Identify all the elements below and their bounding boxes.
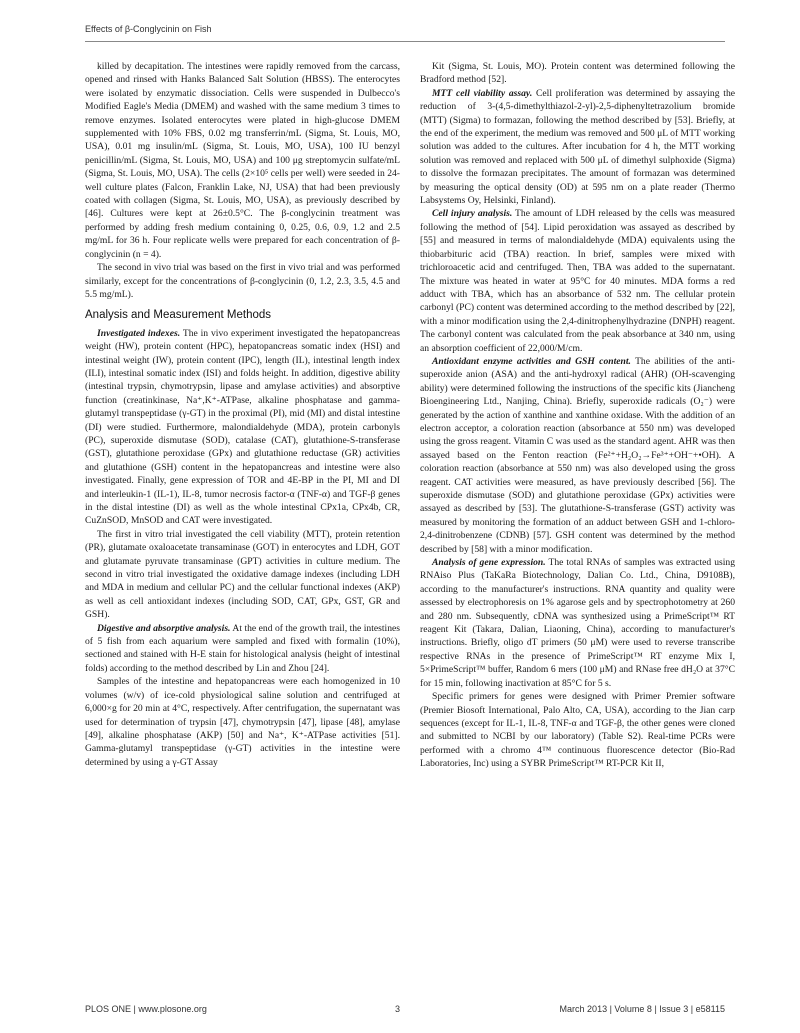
header-rule — [85, 41, 725, 42]
paragraph-cell-injury — [420, 207, 735, 354]
running-head: Effects of β-Conglycinin on Fish — [85, 24, 212, 34]
subheading-cell-injury: Cell injury analysis. — [432, 208, 513, 220]
subheading-gene-expression: Analysis of gene expression. — [432, 557, 546, 569]
footer-issue: March 2013 | Volume 8 | Issue 3 | e58115 — [559, 1004, 725, 1014]
paragraph-second-trial: The second in vivo trial was based on the first in vivo trial and was performed similarly, except for the concentrations of β-conglycinin (0, 1.2, 2.3, 3.5, 4.5 and 5.5 mg/mL). — [85, 262, 400, 300]
paragraph-text: The amount of LDH released by the cells was measured following the method of [54]. Lipid peroxidation was assayed as described by [55] and measured in terms of malondialdehyde (MDA) equivalents using the thiobarbituric acid (TBA) reaction. In brief, samples were mixed with trichloroacetic acid and centrifuged. Then, TBA was added to the supernatant. The mixture was heated in water at 95°C for 40 minutes. MDA forms a red adduct with TBA, which has an absorbance of 532 nm. The cellular protein carbonyl (PC) content was determined according to the method described by [22], with a minor modification using the 2,4-dinitrophenylhydrazine (DNPH) reagent. The carbonyl content was calculated from the peak absorbance at 340 nm, using an absorption coefficient of 22,000/M/cm. — [420, 208, 735, 354]
paragraph-investigated-indexes — [85, 327, 400, 528]
paragraph-samples: Samples of the intestine and hepatopancreas were each homogenized in 10 volumes (w/v) of ice-cold physiological saline solution and centrifuged at 6,000×g for 20 min at 4°C, respectively. After centrifugation, the supernatant was used for determination of trypsin [47], chymotrypsin [47], lipase [48], amylase [49], alkaline phosphatase (AKP) [50] and Na⁺, K⁺-ATPase activities [51]. Gamma-glutamyl transpeptidase (γ-GT) activities in the intestine were determined by using a γ-GT Assay — [85, 676, 400, 768]
paragraph-primers: Specific primers for genes were designed with Primer Premier software (Premier Biosoft International, Palo Alto, CA, USA), according to the Jian carp sequences (except for IL-1, IL-8, TNF-α and TGF-β, the other genes were cloned and submitted to NCBI by our laboratory) (Table S2). Real-time PCRs were performed with a chromo 4™ continuous fluorescence detector (Bio-Rad Laboratories, Inc) using a SYBR PrimeScript™ RT-PCR Kit II, — [420, 691, 735, 770]
paragraph-protein-content: Kit (Sigma, St. Louis, MO). Protein content was determined following the Bradford method [52]. — [420, 61, 735, 86]
paragraph-text: At the end of the growth trail, the intestines of 5 fish from each aquarium were sampled and fixed with formalin (10%), sectioned and stained with H-E stain for histological analysis (height of intestinal folds) according to the method described by Lin and Zhou [24]. — [85, 622, 400, 674]
paragraph-mtt-assay — [420, 87, 735, 208]
paragraph-digestive-analysis — [85, 622, 400, 676]
subheading-antioxidant: Antioxidant enzyme activities and GSH content. — [432, 355, 631, 367]
paragraph-cell-isolation: killed by decapitation. The intestines were rapidly removed from the carcass, opened and rinsed with Hanks Balanced Salt Solution (HBSS). The enterocytes were isolated by enzymatic dissociation. Cells were suspended in Dulbecco's Modified Eagle's Media (DMEM) and washed with the same medium 3 times to remove enzymes. Isolated enterocytes were plated in high-glucose DMEM supplemented with 10% FBS, 0.02 mg transferrin/mL (Sigma, St. Louis, MO, USA), 0.01 mg insulin/mL (Sigma, St. Louis, MO, USA), 100 IU benzyl penicillin/mL (Sigma, St. Louis, MO, USA) and 100 μg streptomycin sulfate/mL (Sigma, St. Louis, MO, USA). The cells (2×10⁵ cells per well) were seeded in 24-well culture plates (Falcon, Franklin Lake, NJ, USA) that had been previously coated with collagen (Sigma, St. Louis, MO, USA), as previously described by [46]. Cultures were kept at 26±0.5°C. The β-conglycinin treatment was performed by adding fresh medium containing 0, 0.25, 0.6, 0.9, 1.2 and 2.5 mg/mL for 36 h. Four replicate wells were prepared for each concentration of β-conglycinin (n = 4). — [85, 61, 400, 260]
subheading-mtt-assay: MTT cell viability assay. — [432, 87, 533, 99]
paragraph-text: The abilities of the anti-superoxide anion (ASA) and the anti-hydroxyl radical (AHR) (OH-scavenging ability) were determined following the instructions of the specific kits (Jiancheng Bioengineering Ltd., Nanjing, China). Briefly, superoxide radicals (O₂⁻) were generated by the action of xanthine and xanthine oxidase. With the addition of an electron acceptor, a coloration reaction (absorbance at 550 nm) was developed using the gross reagent. Vitamin C was used as the standard agent. AHR was then assayed based on the Fenton reaction (Fe²⁺+H₂O₂→Fe³⁺+OH⁻+•OH). A coloration reaction (absorbance at 550 nm) was also developed using the gross reagent. CAT activities were measured, as have previously described [56]. The superoxide dismutase (SOD) and glutathione peroxidase (GPx) activities were assayed as described by [53]. The glutathione-S-transferase (GST) activity was measured by monitoring the formation of an adduct between GSH and 1-chloro-2,4-dinitrobenzene (CDNB) [57]. GSH content was determined by the method described by [58] with a minor modification. — [420, 355, 735, 555]
footer-journal: PLOS ONE | www.plosone.org — [85, 1004, 207, 1014]
paragraph-in-vitro-trial: The first in vitro trial investigated the cell viability (MTT), protein retention (PR), glutamate oxaloacetate transaminase (GOT) in enterocytes and LDH, GOT and glutamate pyruvate transaminase (GPT) activities in culture medium. The second in vitro trial investigated the oxidative damage indexes (including LDH and MDA in medium and cellular PC) and the cellular functional indexes (AKP) as well as cell antioxidant indexes (including SOD, CAT, GPx, GST, GR and GSH). — [85, 528, 400, 621]
paragraph-text: The total RNAs of samples was extracted using RNAiso Plus (TaKaRa Biotechnology, Dalian Co. Ltd., China, D9108B), according to the manufacturer's instructions. RNA quantity and quality were assessed by electrophoresis on 1% agarose gels and by spectrophotometry at 260 and 280 nm. Subsequently, cDNA was synthesized using a PrimeScript™ RT reagent Kit (Takara, Dalian, Liaoning, China), according to manufacturer's instructions. Briefly, oligo dT primers (50 μM) were used to reverse transcribe respective RNAs in the presence of PrimeScript™ RT enzyme Mix I, 5×PrimeScript™ buffer, Random 6 mers (100 μM) and RNase free dH₂O at 37°C for 15 min, following inactivation at 85°C for 5 s. — [420, 557, 735, 689]
paragraph-text: The in vivo experiment investigated the hepatopancreas weight (HW), protein content (HPC), hepatopancreas somatic index (HSI) and intestinal weight (IW), protein content (IPC), length (IL), intestinal length index (ILI), intestinal somatic index (ISI) and folds height. In addition, digestive ability (intestinal trypsin, chymotrypsin, lipase and amylase activities) and absorptive function (creatinkinase, Na⁺,K⁺-ATPase, alkaline phosphatase and gamma-glutamyl transpeptidase (γ-GT) in the proximal (PI), mid (MI) and distal intestine (DI) were studied. Furthermore, malondialdehyde (MDA), protein carbonyls (PC), superoxide dismutase (SOD), catalase (CAT), glutathione-S-transferase (GST), glutathione peroxidase (GPx) and glutathione reductase (GR) activities and glutathione (GSH) content in the hepatopancreas and intestine were also investigated. Finally, gene expression of TOR and 4E-BP in the PI, MI and DI and interleukin-1 (IL-1), IL-8, tumor necrosis factor-α (TNF-α) and TGF-β genes in the distal intestine (DI) as well as the whole intestinal CPx1a, CPx4b, CR, CuZnSOD, MnSOD and CAT were investigated. — [85, 327, 400, 527]
right-column — [420, 60, 735, 771]
left-column — [85, 60, 400, 769]
paragraph-text: Cell proliferation was determined by assaying the reduction of 3-(4,5-dimethylthiazol-2-yl)-2,5-diphenyltetrazolium bromide (MTT) (Sigma) to formazan, following the method described by [53]. Briefly, at the end of the experiment, the medium was removed and 500 μL of MTT working solution was added to the cultures. After incubation for 4 h, the MTT working solution was removed and replaced with 500 μL of dimethyl sulphoxide (Sigma) to dissolve the formazan precipitates. The amount of formazan was determined by measuring the optical density (OD) at 595 nm on a plate reader (Thermo Labsystems Oy, Helsinki, Finland). — [420, 87, 735, 207]
footer-page-number: 3 — [395, 1004, 401, 1014]
subheading-digestive-analysis: Digestive and absorptive analysis. — [97, 622, 231, 634]
subheading-investigated-indexes: Investigated indexes. — [97, 327, 181, 339]
paragraph-antioxidant — [420, 355, 735, 556]
section-heading-analysis: Analysis and Measurement Methods — [85, 309, 272, 322]
paragraph-gene-expression — [420, 556, 735, 690]
